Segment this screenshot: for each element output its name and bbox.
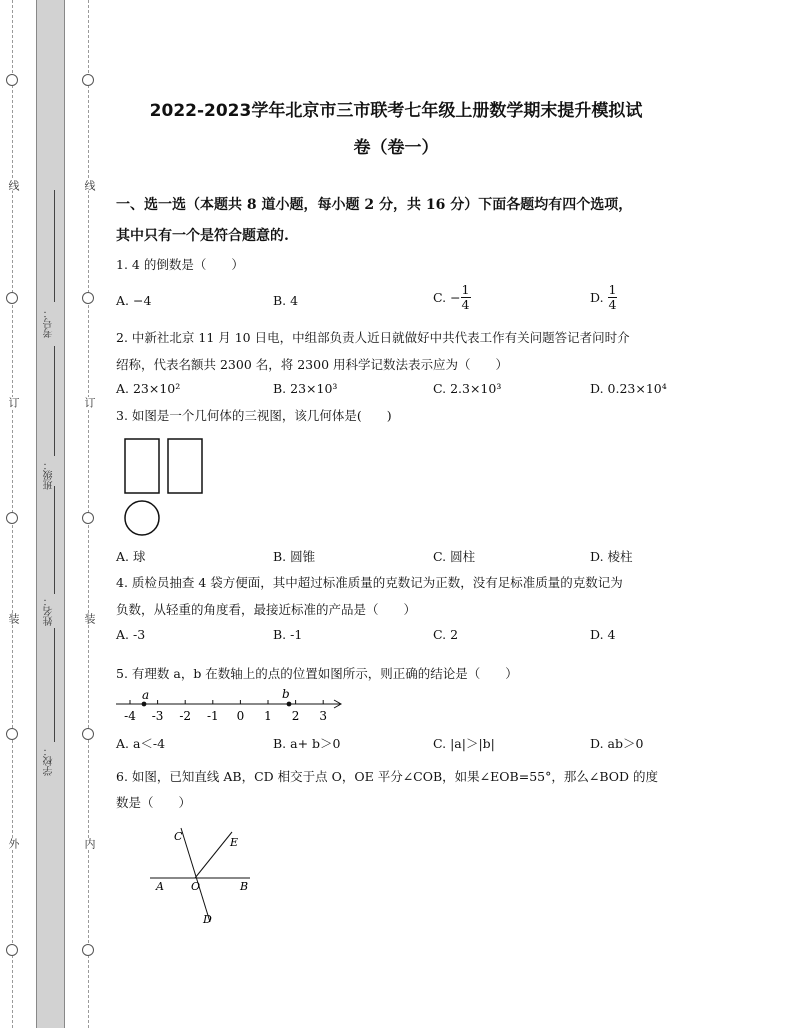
number-line-tick-label: 2 [291, 709, 300, 723]
name-label: 姓名： [44, 596, 55, 626]
q2-option-b: B. 23×10³ [273, 381, 338, 396]
exam-title-line1: 2022-2023学年北京市三市联考七年级上册数学期末提升模拟试 [149, 101, 643, 121]
label-d: D [203, 913, 212, 926]
student-id-label: 考号： [44, 308, 55, 338]
question-5-stem: 5. 有理数 a，b 在数轴上的点的位置如图所示，则正确的结论是（ ） [116, 666, 518, 681]
fraction-numerator: 1 [461, 282, 470, 297]
q5-option-b: B. a+ b＞0 [273, 736, 341, 751]
q2-option-c: C. 2.3×10³ [433, 381, 502, 396]
question-3-stem: 3. 如图是一个几何体的三视图，该几何体是( ) [116, 408, 392, 423]
number-line-figure [112, 686, 348, 724]
q5-option-d: D. ab＞0 [590, 736, 644, 751]
side-view-rectangle [168, 439, 202, 493]
q2-option-d: D. 0.23×10⁴ [590, 381, 667, 396]
class-line [54, 346, 55, 456]
number-line-tick-label: 3 [319, 709, 328, 723]
point-b [287, 702, 292, 707]
exam-title-line2: 卷（卷一） [353, 138, 439, 158]
q1-option-c-prefix: C. − [433, 290, 461, 305]
q1-option-d-prefix: D. [590, 290, 608, 305]
binding-hole [6, 74, 18, 86]
section-heading-line1: 一、选一选（本题共 8 道小题，每小题 2 分，共 16 分）下面各题均有四个选项， [116, 197, 633, 213]
q1-option-a: A. −4 [116, 293, 152, 308]
margin-char: 装 [83, 613, 96, 624]
question-2-line1: 2. 中新社北京 11 月 10 日电，中组部负责人近日就做好中共代表工作有关问题答记者问时介 [116, 330, 630, 345]
school-line [54, 628, 55, 742]
label-o: O [191, 880, 201, 893]
school-label: 学校： [44, 746, 55, 776]
fraction-numerator: 1 [608, 282, 617, 297]
binding-hole [6, 944, 18, 956]
fraction [608, 283, 618, 312]
margin-char: 线 [7, 180, 20, 191]
intersecting-lines-figure [148, 822, 258, 932]
binding-hole [6, 292, 18, 304]
fraction-denominator: 4 [608, 297, 617, 312]
question-1-stem: 1. 4 的倒数是（ ） [116, 257, 244, 272]
line-cd [181, 828, 210, 922]
label-c: C [174, 830, 183, 843]
top-view-circle [125, 501, 159, 535]
q3-option-d: D. 棱柱 [590, 549, 633, 564]
q1-option-b: B. 4 [273, 293, 299, 308]
q4-option-a: A. -3 [116, 627, 146, 642]
number-line-tick-label: -4 [124, 709, 136, 723]
question-4-line1: 4. 质检员抽查 4 袋方便面，其中超过标准质量的克数记为正数，没有足标准质量的克数记为 [116, 575, 623, 590]
class-label: 班级： [44, 460, 55, 490]
q4-option-c: C. 2 [433, 627, 459, 642]
front-view-rectangle [125, 439, 159, 493]
three-view-figure [118, 434, 212, 538]
number-line-tick-label: 1 [264, 709, 272, 723]
label-b: B [240, 880, 249, 893]
q5-option-a: A. a＜-4 [116, 736, 166, 751]
section-heading-line2: 其中只有一个是符合题意的. [116, 228, 289, 244]
q5-option-c: C. |a|＞|b| [433, 736, 495, 751]
binding-hole [82, 74, 94, 86]
binding-hole [6, 728, 18, 740]
margin-char: 外 [7, 838, 20, 849]
binding-hole [82, 728, 94, 740]
margin-char: 订 [7, 397, 20, 408]
q3-option-b: B. 圆锥 [273, 549, 316, 564]
point-a [142, 702, 147, 707]
number-line-tick-label: -1 [206, 709, 219, 723]
student-id-line [54, 190, 55, 302]
binding-hole [6, 512, 18, 524]
fraction-denominator: 4 [461, 297, 470, 312]
q1-option-d [590, 283, 617, 312]
question-4-line2: 负数，从轻重的角度看，最接近标准的产品是（ ） [116, 602, 417, 617]
question-2-line2: 绍称，代表名额共 2300 名，将 2300 用科学记数法表示应为（ ） [116, 357, 509, 372]
ray-oe [195, 832, 232, 878]
binding-strip [36, 0, 65, 1028]
name-line [54, 486, 55, 594]
q3-option-c: C. 圆柱 [433, 549, 476, 564]
q2-option-a: A. 23×10² [116, 381, 181, 396]
question-6-line1: 6. 如图，已知直线 AB，CD 相交于点 O，OE 平分∠COB，如果∠EOB=55°，那么∠BOD 的度 [116, 769, 658, 784]
point-b-label: b [282, 687, 290, 701]
point-a-label: a [142, 688, 150, 702]
margin-char: 内 [83, 838, 96, 849]
label-a: A [156, 880, 164, 893]
label-e: E [230, 836, 239, 849]
binding-hole [82, 944, 94, 956]
fraction [461, 283, 471, 312]
q1-option-c [433, 283, 471, 312]
margin-char: 订 [83, 397, 96, 408]
q4-option-d: D. 4 [590, 627, 616, 642]
number-line-tick-label: -2 [179, 709, 192, 723]
number-line-tick-label: 0 [236, 709, 245, 723]
question-6-line2: 数是（ ） [116, 795, 192, 810]
q3-option-a: A. 球 [116, 549, 146, 564]
margin-char: 线 [83, 180, 96, 191]
margin-char: 装 [7, 613, 20, 624]
q4-option-b: B. -1 [273, 627, 303, 642]
binding-hole [82, 292, 94, 304]
number-line-tick-label: -3 [151, 709, 164, 723]
binding-hole [82, 512, 94, 524]
